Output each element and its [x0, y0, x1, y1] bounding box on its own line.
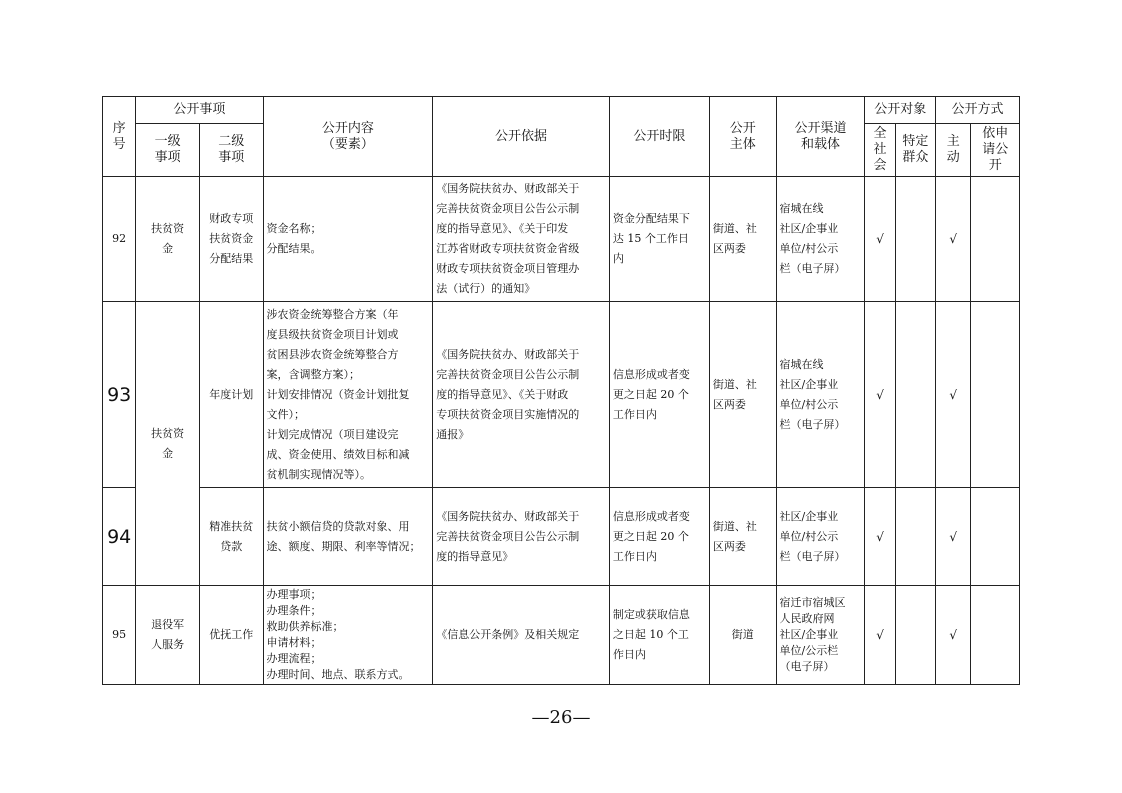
content-cell: 扶贫小额信贷的贷款对象、用 途、额度、期限、利率等情况； — [263, 488, 433, 586]
time-limit-cell: 信息形成或者变 更之日起 20 个 工作日内 — [609, 488, 709, 586]
target-all-check: √ — [865, 177, 895, 302]
header-basis: 公开依据 — [433, 97, 610, 177]
table-row — [103, 302, 1020, 488]
header-level2: 二级 事项 — [199, 124, 263, 177]
level2-item: 优抚工作 — [199, 586, 263, 685]
row-number: 95 — [103, 586, 136, 685]
table-row — [103, 488, 1020, 586]
method-apply-check — [971, 488, 1020, 586]
row-number: 94 — [103, 488, 136, 586]
target-specific-check — [895, 586, 935, 685]
subject-cell: 街道、社 区两委 — [709, 177, 776, 302]
target-specific-check — [895, 177, 935, 302]
time-limit-cell: 信息形成或者变 更之日起 20 个 工作日内 — [609, 302, 709, 488]
content-cell: 涉农资金统筹整合方案（年 度县级扶贫资金项目计划或 贫困县涉农资金统筹整合方 案，含调整方案）； 计划安排情况（资金计划批复 文件）； 计划完成情况（项目建设完 成、资金使用、绩效目标和减 贫机制实现情况等）。 — [263, 302, 433, 488]
target-all-check: √ — [865, 586, 895, 685]
target-specific-check — [895, 302, 935, 488]
level1-item: 退役军 人服务 — [136, 586, 200, 685]
content-cell: 资金名称； 分配结果。 — [263, 177, 433, 302]
level2-item: 精准扶贫 贷款 — [199, 488, 263, 586]
time-limit-cell: 资金分配结果下 达 15 个工作日 内 — [609, 177, 709, 302]
subject-cell: 街道、社 区两委 — [709, 488, 776, 586]
channel-cell: 宿城在线 社区/企事业 单位/村公示 栏（电子屏） — [776, 177, 865, 302]
level1-item: 扶贫资 金 — [136, 177, 200, 302]
channel-cell: 宿迁市宿城区 人民政府网 社区/企事业 单位/公示栏 （电子屏） — [776, 586, 865, 685]
content-cell: 办理事项； 办理条件； 救助供养标准； 申请材料； 办理流程； 办理时间、地点、联系方式。 — [263, 586, 433, 685]
target-all-check: √ — [865, 488, 895, 586]
header-level1: 一级 事项 — [136, 124, 200, 177]
subject-cell: 街道、社 区两委 — [709, 302, 776, 488]
header-item-group: 公开事项 — [136, 97, 263, 124]
level2-item: 年度计划 — [199, 302, 263, 488]
method-active-check: √ — [936, 302, 971, 488]
method-active-check: √ — [936, 586, 971, 685]
header-channel: 公开渠道 和载体 — [776, 97, 865, 177]
disclosure-table — [102, 96, 1020, 685]
target-all-check: √ — [865, 302, 895, 488]
page-number: —26— — [531, 707, 591, 728]
header-target-specific: 特定 群众 — [895, 124, 935, 177]
header-method-active: 主 动 — [936, 124, 971, 177]
method-active-check: √ — [936, 488, 971, 586]
channel-cell: 社区/企事业 单位/村公示 栏（电子屏） — [776, 488, 865, 586]
method-apply-check — [971, 586, 1020, 685]
channel-cell: 宿城在线 社区/企事业 单位/村公示 栏（电子屏） — [776, 302, 865, 488]
time-limit-cell: 制定或获取信息 之日起 10 个工 作日内 — [609, 586, 709, 685]
level2-item: 财政专项 扶贫资金 分配结果 — [199, 177, 263, 302]
row-number: 93 — [103, 302, 136, 488]
header-content: 公开内容 （要素） — [263, 97, 433, 177]
target-specific-check — [895, 488, 935, 586]
basis-cell: 《国务院扶贫办、财政部关于 完善扶贫资金项目公告公示制 度的指导意见》、《关于印发 江苏省财政专项扶贫资金省级 财政专项扶贫资金项目管理办 法（试行）的通知》 — [433, 177, 610, 302]
header-method-apply: 依申 请公 开 — [971, 124, 1020, 177]
table-row — [103, 586, 1020, 685]
header-seq: 序 号 — [103, 97, 136, 177]
basis-cell: 《信息公开条例》及相关规定 — [433, 586, 610, 685]
table-row — [103, 177, 1020, 302]
method-active-check: √ — [936, 177, 971, 302]
header-target-all: 全 社 会 — [865, 124, 895, 177]
row-number: 92 — [103, 177, 136, 302]
header-subject: 公开 主体 — [709, 97, 776, 177]
method-apply-check — [971, 302, 1020, 488]
method-apply-check — [971, 177, 1020, 302]
header-row-1 — [103, 97, 1020, 124]
subject-cell: 街道 — [709, 586, 776, 685]
basis-cell: 《国务院扶贫办、财政部关于 完善扶贫资金项目公告公示制 度的指导意见》 — [433, 488, 610, 586]
header-time-limit: 公开时限 — [609, 97, 709, 177]
level1-item: 扶贫资 金 — [136, 302, 200, 586]
header-target-group: 公开对象 — [865, 97, 936, 124]
basis-cell: 《国务院扶贫办、财政部关于 完善扶贫资金项目公告公示制 度的指导意见》、《关于财政 专项扶贫资金项目实施情况的 通报》 — [433, 302, 610, 488]
header-method-group: 公开方式 — [936, 97, 1020, 124]
